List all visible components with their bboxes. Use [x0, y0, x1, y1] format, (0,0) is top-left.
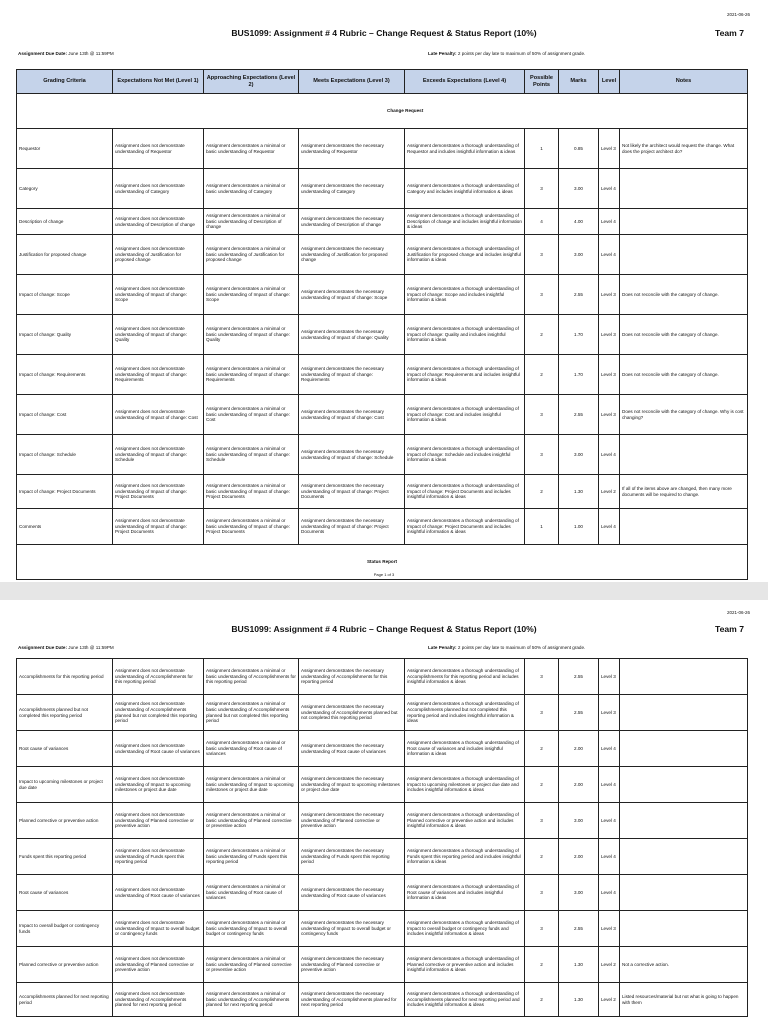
level-4-description: Assignment demonstrates a thorough understanding of Impact of change: Quality and includes insightful information & ideas [405, 315, 525, 355]
criteria-cell: Accomplishments planned for next reporting period [17, 983, 113, 1017]
notes-cell [620, 911, 748, 947]
level-1-description: Assignment does not demonstrate understanding of Requestor [113, 129, 204, 169]
table-row [17, 731, 748, 767]
criteria-cell: Description of change [17, 209, 113, 235]
level-1-description: Assignment does not demonstrate understanding of Justification for proposed change [113, 235, 204, 275]
level-1-description: Assignment does not demonstrate understanding of Impact to upcoming milestones or project due date [113, 767, 204, 803]
level-4-description: Assignment demonstrates a thorough understanding of Description of change and includes insightful information & ideas [405, 209, 525, 235]
marks-value: 2.55 [559, 695, 599, 731]
notes-cell [620, 767, 748, 803]
level-1-description: Assignment does not demonstrate understanding of Funds spent this reporting period [113, 839, 204, 875]
possible-points: 2 [525, 731, 559, 767]
criteria-cell: Planned corrective or preventive action [17, 803, 113, 839]
marks-value: 3.00 [559, 803, 599, 839]
table-row [17, 911, 748, 947]
level-3-description: Assignment demonstrates the necessary understanding of Impact of change: Cost [299, 395, 405, 435]
criteria-cell: Justification for proposed change [17, 235, 113, 275]
criteria-cell: Impact to upcoming milestones or project due date [17, 767, 113, 803]
possible-points: 3 [525, 395, 559, 435]
level-2-description: Assignment demonstrates a minimal or basic understanding of Accomplishments planned for next reporting period [204, 983, 299, 1017]
table-row [17, 767, 748, 803]
notes-cell [620, 839, 748, 875]
column-header: Grading Criteria [17, 70, 113, 94]
section-title: Status Report [17, 545, 748, 580]
level-value: Level 4 [599, 209, 620, 235]
criteria-cell: Comments [17, 509, 113, 545]
level-1-description: Assignment does not demonstrate understanding of Accomplishments for this reporting period [113, 659, 204, 695]
level-2-description: Assignment demonstrates a minimal or basic understanding of Root cause of variances [204, 875, 299, 911]
level-3-description: Assignment demonstrates the necessary understanding of Root cause of variances [299, 731, 405, 767]
table-row [17, 209, 748, 235]
late-penalty [428, 51, 585, 56]
marks-value: 3.00 [559, 435, 599, 475]
notes-cell: Does not reconcile with the category of change. Why is cost changing? [620, 395, 748, 435]
possible-points: 2 [525, 947, 559, 983]
due-date [18, 645, 114, 650]
level-3-description: Assignment demonstrates the necessary understanding of Impact of change: Schedule [299, 435, 405, 475]
possible-points: 3 [525, 875, 559, 911]
level-1-description: Assignment does not demonstrate understanding of Root cause of variances [113, 731, 204, 767]
rubric-table-page-1 [16, 69, 748, 580]
table-row [17, 509, 748, 545]
level-4-description: Assignment demonstrates a thorough understanding of Impact of change: Project Documents and includes insightful information & ideas [405, 475, 525, 509]
level-value: Level 4 [599, 169, 620, 209]
table-row [17, 395, 748, 435]
marks-value: 2.55 [559, 659, 599, 695]
level-3-description: Assignment demonstrates the necessary understanding of Planned corrective or preventive action [299, 947, 405, 983]
section-banner-change-request [17, 94, 748, 129]
level-2-description: Assignment demonstrates a minimal or basic understanding of Accomplishments for this reporting period [204, 659, 299, 695]
marks-value: 0.85 [559, 129, 599, 169]
level-1-description: Assignment does not demonstrate understanding of Accomplishments planned but not completed this reporting period [113, 695, 204, 731]
table-row [17, 169, 748, 209]
marks-value: 3.00 [559, 235, 599, 275]
team-label: Team 7 [715, 624, 744, 634]
header-row [17, 70, 748, 94]
level-value: Level 3 [599, 315, 620, 355]
notes-cell [620, 695, 748, 731]
column-header: Possible Points [525, 70, 559, 94]
marks-value: 1.30 [559, 947, 599, 983]
level-1-description: Assignment does not demonstrate understanding of Description of change [113, 209, 204, 235]
level-1-description: Assignment does not demonstrate understanding of Root cause of variances [113, 875, 204, 911]
notes-cell: Does not reconcile with the category of change. [620, 315, 748, 355]
section-title: Change Request [17, 94, 748, 129]
level-value: Level 3 [599, 395, 620, 435]
marks-value: 1.00 [559, 509, 599, 545]
level-4-description: Assignment demonstrates a thorough understanding of Justification for proposed change and includes insightful information & ideas [405, 235, 525, 275]
level-1-description: Assignment does not demonstrate understanding of Impact of change: Project Documents [113, 475, 204, 509]
level-value: Level 2 [599, 475, 620, 509]
level-2-description: Assignment demonstrates a minimal or basic understanding of Impact of change: Project Documents [204, 509, 299, 545]
page-footer: Page 1 of 3 [373, 572, 395, 577]
late-penalty-value: 2 points per day late to maximum of 50% of assignment grade. [457, 51, 586, 56]
level-2-description: Assignment demonstrates a minimal or basic understanding of Impact of change: Schedule [204, 435, 299, 475]
late-penalty-label: Late Penalty: [428, 645, 457, 650]
level-1-description: Assignment does not demonstrate understanding of Impact of change: Quality [113, 315, 204, 355]
notes-cell: Not a corrective action. [620, 947, 748, 983]
level-value: Level 4 [599, 875, 620, 911]
level-value: Level 3 [599, 129, 620, 169]
criteria-cell: Impact of change: Requirements [17, 355, 113, 395]
level-2-description: Assignment demonstrates a minimal or basic understanding of Planned corrective or preventive action [204, 947, 299, 983]
possible-points: 1 [525, 129, 559, 169]
column-header: Exceeds Expectations (Level 4) [405, 70, 525, 94]
column-header: Meets Expectations (Level 3) [299, 70, 405, 94]
notes-cell: Does not reconcile with the category of change. [620, 275, 748, 315]
level-3-description: Assignment demonstrates the necessary understanding of Requestor [299, 129, 405, 169]
possible-points: 3 [525, 275, 559, 315]
notes-cell [620, 209, 748, 235]
notes-cell: If all of the items above are changed, then many more documents will be required to change. [620, 475, 748, 509]
table-row [17, 235, 748, 275]
level-3-description: Assignment demonstrates the necessary understanding of Impact to overall budget or contingency funds [299, 911, 405, 947]
table-row [17, 839, 748, 875]
table-row [17, 659, 748, 695]
level-1-description: Assignment does not demonstrate understanding of Planned corrective or preventive action [113, 947, 204, 983]
level-4-description: Assignment demonstrates a thorough understanding of Planned corrective or preventive action and includes insightful information & ideas [405, 947, 525, 983]
level-1-description: Assignment does not demonstrate understanding of Impact to overall budget or contingency funds [113, 911, 204, 947]
level-3-description: Assignment demonstrates the necessary understanding of Planned corrective or preventive action [299, 803, 405, 839]
notes-cell: Not likely the architect would request the change. What does the project architect do? [620, 129, 748, 169]
possible-points: 1 [525, 509, 559, 545]
level-2-description: Assignment demonstrates a minimal or basic understanding of Planned corrective or preventive action [204, 803, 299, 839]
possible-points: 2 [525, 315, 559, 355]
marks-value: 4.00 [559, 209, 599, 235]
level-2-description: Assignment demonstrates a minimal or basic understanding of Accomplishments planned but not completed this reporting period [204, 695, 299, 731]
level-4-description: Assignment demonstrates a thorough understanding of Accomplishments for this reporting period and includes insightful information & ideas [405, 659, 525, 695]
level-4-description: Assignment demonstrates a thorough understanding of Planned corrective or preventive action and includes insightful information & ideas [405, 803, 525, 839]
level-4-description: Assignment demonstrates a thorough understanding of Requestor and includes insightful information & ideas [405, 129, 525, 169]
level-4-description: Assignment demonstrates a thorough understanding of Impact of change: Cost and includes insightful information & ideas [405, 395, 525, 435]
table-row [17, 695, 748, 731]
possible-points: 2 [525, 355, 559, 395]
criteria-cell: Impact of change: Schedule [17, 435, 113, 475]
level-3-description: Assignment demonstrates the necessary understanding of Impact of change: Scope [299, 275, 405, 315]
level-value: Level 3 [599, 275, 620, 315]
level-value: Level 4 [599, 731, 620, 767]
table-row [17, 947, 748, 983]
level-2-description: Assignment demonstrates a minimal or basic understanding of Impact of change: Quality [204, 315, 299, 355]
document-date: 2021-06-26 [726, 610, 750, 615]
level-4-description: Assignment demonstrates a thorough understanding of Impact of change: Schedule and includes insightful information & ideas [405, 435, 525, 475]
level-1-description: Assignment does not demonstrate understanding of Category [113, 169, 204, 209]
notes-cell [620, 875, 748, 911]
table-row [17, 315, 748, 355]
notes-cell [620, 435, 748, 475]
criteria-cell: Requestor [17, 129, 113, 169]
level-1-description: Assignment does not demonstrate understanding of Impact of change: Requirements [113, 355, 204, 395]
level-value: Level 3 [599, 355, 620, 395]
level-value: Level 2 [599, 947, 620, 983]
level-3-description: Assignment demonstrates the necessary understanding of Category [299, 169, 405, 209]
level-2-description: Assignment demonstrates a minimal or basic understanding of Category [204, 169, 299, 209]
column-header: Expectations Not Met (Level 1) [113, 70, 204, 94]
notes-cell [620, 169, 748, 209]
marks-value: 2.00 [559, 767, 599, 803]
column-header: Approaching Expectations (Level 2) [204, 70, 299, 94]
level-value: Level 3 [599, 659, 620, 695]
table-row [17, 275, 748, 315]
marks-value: 1.70 [559, 315, 599, 355]
notes-cell [620, 235, 748, 275]
level-4-description: Assignment demonstrates a thorough understanding of Root cause of variances and includes insightful information & ideas [405, 875, 525, 911]
criteria-cell: Accomplishments planned but not completed this reporting period [17, 695, 113, 731]
level-value: Level 4 [599, 235, 620, 275]
level-4-description: Assignment demonstrates a thorough understanding of Impact to upcoming milestones or project due date and includes insightful information & ideas [405, 767, 525, 803]
marks-value: 2.00 [559, 839, 599, 875]
table-row [17, 803, 748, 839]
marks-value: 2.00 [559, 731, 599, 767]
table-row [17, 875, 748, 911]
level-3-description: Assignment demonstrates the necessary understanding of Impact of change: Requirements [299, 355, 405, 395]
due-date-label: Assignment Due Date: [18, 51, 68, 56]
marks-value: 2.55 [559, 911, 599, 947]
level-2-description: Assignment demonstrates a minimal or basic understanding of Impact of change: Requirements [204, 355, 299, 395]
marks-value: 2.55 [559, 395, 599, 435]
level-3-description: Assignment demonstrates the necessary understanding of Impact of change: Project Documents [299, 475, 405, 509]
level-2-description: Assignment demonstrates a minimal or basic understanding of Description of change [204, 209, 299, 235]
level-2-description: Assignment demonstrates a minimal or basic understanding of Impact of change: Project Documents [204, 475, 299, 509]
level-value: Level 4 [599, 509, 620, 545]
marks-value: 1.30 [559, 983, 599, 1017]
marks-value: 3.00 [559, 169, 599, 209]
level-2-description: Assignment demonstrates a minimal or basic understanding of Requestor [204, 129, 299, 169]
column-header: Notes [620, 70, 748, 94]
late-penalty-value: 2 points per day late to maximum of 50% of assignment grade. [457, 645, 586, 650]
notes-cell: Listed resources/material but not what is going to happen with them [620, 983, 748, 1017]
level-2-description: Assignment demonstrates a minimal or basic understanding of Impact of change: Cost [204, 395, 299, 435]
level-2-description: Assignment demonstrates a minimal or basic understanding of Impact to upcoming milestones or project due date [204, 767, 299, 803]
level-1-description: Assignment does not demonstrate understanding of Planned corrective or preventive action [113, 803, 204, 839]
possible-points: 3 [525, 803, 559, 839]
column-header: Level [599, 70, 620, 94]
table-row [17, 355, 748, 395]
late-penalty-label: Late Penalty: [428, 51, 457, 56]
criteria-cell: Root cause of variances [17, 731, 113, 767]
criteria-cell: Impact to overall budget or contingency funds [17, 911, 113, 947]
level-value: Level 3 [599, 695, 620, 731]
notes-cell [620, 731, 748, 767]
criteria-cell: Impact of change: Project Documents [17, 475, 113, 509]
possible-points: 3 [525, 435, 559, 475]
level-4-description: Assignment demonstrates a thorough understanding of Impact of change: Requirements and includes insightful information & ideas [405, 355, 525, 395]
possible-points: 3 [525, 911, 559, 947]
level-3-description: Assignment demonstrates the necessary understanding of Impact of change: Quality [299, 315, 405, 355]
criteria-cell: Impact of change: Quality [17, 315, 113, 355]
possible-points: 2 [525, 839, 559, 875]
level-2-description: Assignment demonstrates a minimal or basic understanding of Root cause of variances [204, 731, 299, 767]
rubric-page-2 [0, 600, 768, 1024]
notes-cell [620, 509, 748, 545]
criteria-cell: Impact of change: Scope [17, 275, 113, 315]
level-3-description: Assignment demonstrates the necessary understanding of Description of change [299, 209, 405, 235]
late-penalty [428, 645, 585, 650]
criteria-cell: Impact of change: Cost [17, 395, 113, 435]
level-2-description: Assignment demonstrates a minimal or basic understanding of Justification for proposed change [204, 235, 299, 275]
level-value: Level 2 [599, 983, 620, 1017]
possible-points: 3 [525, 695, 559, 731]
possible-points: 3 [525, 235, 559, 275]
level-value: Level 4 [599, 803, 620, 839]
level-4-description: Assignment demonstrates a thorough understanding of Accomplishments planned but not completed this reporting period and includes insightful information & ideas [405, 695, 525, 731]
possible-points: 4 [525, 209, 559, 235]
level-4-description: Assignment demonstrates a thorough understanding of Impact of change: Scope and includes insightful information & ideas [405, 275, 525, 315]
due-date-label: Assignment Due Date: [18, 645, 68, 650]
criteria-cell: Funds spent this reporting period [17, 839, 113, 875]
due-date [18, 51, 114, 56]
level-3-description: Assignment demonstrates the necessary understanding of Accomplishments planned for next reporting period [299, 983, 405, 1017]
level-3-description: Assignment demonstrates the necessary understanding of Impact of change: Project Documents [299, 509, 405, 545]
marks-value: 2.55 [559, 275, 599, 315]
document-date: 2021-06-26 [726, 12, 750, 17]
criteria-cell: Planned corrective or preventive action [17, 947, 113, 983]
level-value: Level 4 [599, 767, 620, 803]
level-1-description: Assignment does not demonstrate understanding of Impact of change: Schedule [113, 435, 204, 475]
team-label: Team 7 [715, 28, 744, 38]
level-1-description: Assignment does not demonstrate understanding of Impact of change: Project Documents [113, 509, 204, 545]
level-4-description: Assignment demonstrates a thorough understanding of Impact to overall budget or contingency funds and includes insightful information & ideas [405, 911, 525, 947]
level-value: Level 3 [599, 911, 620, 947]
level-3-description: Assignment demonstrates the necessary understanding of Justification for proposed change [299, 235, 405, 275]
level-4-description: Assignment demonstrates a thorough understanding of Accomplishments planned for next reporting period and includes insightful information & ideas [405, 983, 525, 1017]
level-1-description: Assignment does not demonstrate understanding of Impact of change: Scope [113, 275, 204, 315]
notes-cell [620, 803, 748, 839]
document-title: BUS1099: Assignment # 4 Rubric – Change Request & Status Report (10%) [231, 28, 537, 38]
marks-value: 3.00 [559, 875, 599, 911]
level-3-description: Assignment demonstrates the necessary understanding of Accomplishments for this reporting period [299, 659, 405, 695]
notes-cell [620, 659, 748, 695]
level-2-description: Assignment demonstrates a minimal or basic understanding of Impact to overall budget or contingency funds [204, 911, 299, 947]
table-row [17, 435, 748, 475]
level-4-description: Assignment demonstrates a thorough understanding of Root cause of variances and includes insightful information & ideas [405, 731, 525, 767]
rubric-table-page-2 [16, 658, 748, 1017]
level-3-description: Assignment demonstrates the necessary understanding of Root cause of variances [299, 875, 405, 911]
criteria-cell: Accomplishments for this reporting period [17, 659, 113, 695]
possible-points: 2 [525, 475, 559, 509]
level-2-description: Assignment demonstrates a minimal or basic understanding of Impact of change: Scope [204, 275, 299, 315]
level-3-description: Assignment demonstrates the necessary understanding of Accomplishments planned but not completed this reporting period [299, 695, 405, 731]
marks-value: 1.70 [559, 355, 599, 395]
document-title: BUS1099: Assignment # 4 Rubric – Change Request & Status Report (10%) [231, 624, 537, 634]
level-4-description: Assignment demonstrates a thorough understanding of Funds spent this reporting period and includes insightful information & ideas [405, 839, 525, 875]
possible-points: 3 [525, 659, 559, 695]
notes-cell: Does not reconcile with the category of change. [620, 355, 748, 395]
level-2-description: Assignment demonstrates a minimal or basic understanding of Funds spent this reporting period [204, 839, 299, 875]
level-3-description: Assignment demonstrates the necessary understanding of Impact to upcoming milestones or project due date [299, 767, 405, 803]
criteria-cell: Category [17, 169, 113, 209]
due-date-value: June 13th @ 11:59PM [68, 645, 114, 650]
table-row [17, 983, 748, 1017]
possible-points: 2 [525, 767, 559, 803]
criteria-cell: Root cause of variances [17, 875, 113, 911]
due-date-value: June 13th @ 11:59PM [68, 51, 114, 56]
level-4-description: Assignment demonstrates a thorough understanding of Impact of change: Project Documents and includes insightful information & ideas [405, 509, 525, 545]
table-row [17, 475, 748, 509]
level-3-description: Assignment demonstrates the necessary understanding of Funds spent this reporting period [299, 839, 405, 875]
level-value: Level 4 [599, 435, 620, 475]
column-header: Marks [559, 70, 599, 94]
possible-points: 2 [525, 983, 559, 1017]
level-4-description: Assignment demonstrates a thorough understanding of Category and includes insightful information & ideas [405, 169, 525, 209]
possible-points: 3 [525, 169, 559, 209]
table-row [17, 129, 748, 169]
level-1-description: Assignment does not demonstrate understanding of Impact of change: Cost [113, 395, 204, 435]
marks-value: 1.30 [559, 475, 599, 509]
level-value: Level 4 [599, 839, 620, 875]
level-1-description: Assignment does not demonstrate understanding of Accomplishments planned for next reporting period [113, 983, 204, 1017]
